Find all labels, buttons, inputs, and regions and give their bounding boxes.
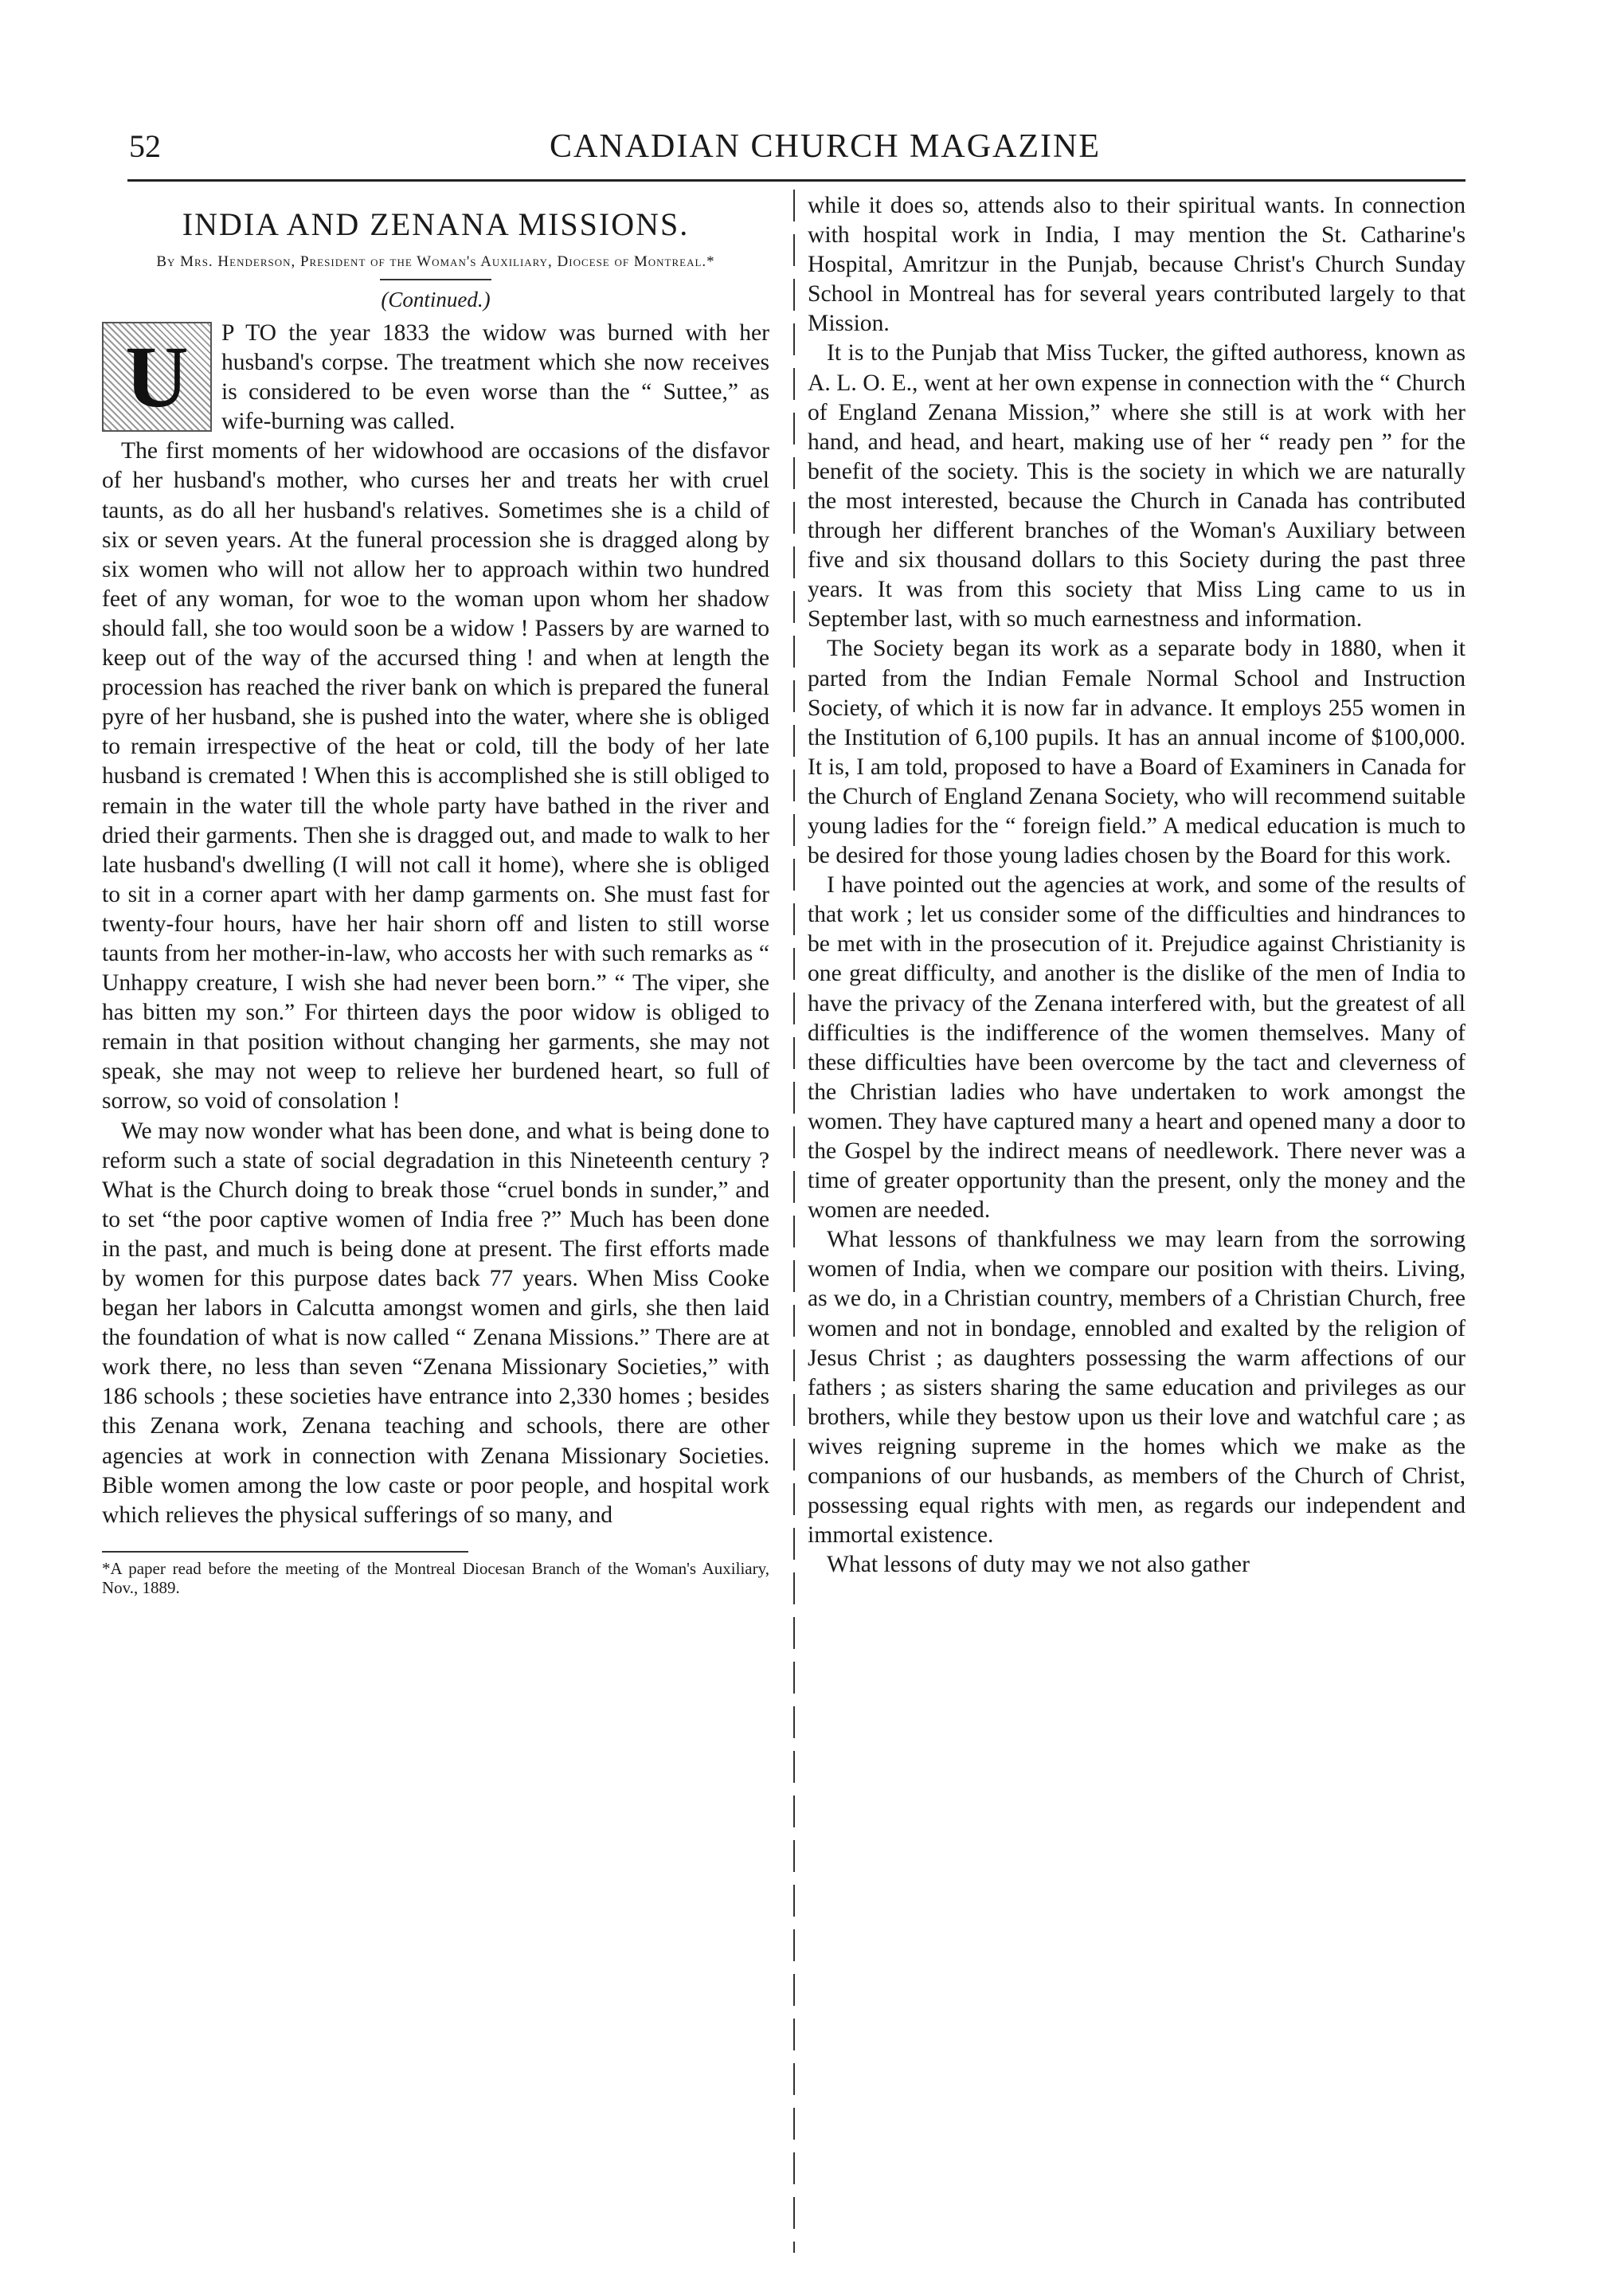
paragraph: I have pointed out the agencies at work, and some of the results of that work ; let us consider some of the difficulties and hindrances to be met with in the prosecution of it. Prejudice against Christianity is one great difficulty, and another is the dislike of the men of India to have the privacy of the Zenana interfered with, but the greatest of all difficulties is the indifference of the women themselves. Many of these difficulties have been overcome by the tact and cleverness of the Christian ladies who have undertaken to work amongst the women. They have captured many a heart and opened many a door to the Gospel by the indirect means of needlework. There never was a time of greater opportunity than the present, only the money and the women are needed. [808,872,1466,1224]
footnote-rule [102,1551,468,1553]
title-rule [380,279,491,280]
byline: By Mrs. Henderson, President of the Woman's Auxiliary, Diocese of Montreal.* [156,253,715,270]
paragraph: What lessons of thankfulness we may learn from the sorrowing women of India, when we compare our position with theirs. Living, as we do, in a Christian country, members of a Christian Church, free women and not in bondage, ennobled and exalted by the religion of Jesus Christ ; as daughters possessing the warm affections of our fathers ; as sisters sharing the same education and privileges as our brothers, while they bestow upon us their love and watchful care ; as wives reigning supreme in the homes which we make as the companions of our husbands, as members of the Church of Christ, possessing equal rights with men, as regards our independent and immortal existence. [808,1227,1466,1549]
drop-cap: U [102,322,212,432]
article-title: INDIA AND ZENANA MISSIONS. [182,206,690,242]
page-number: 52 [129,128,161,164]
right-column [808,191,1466,1580]
paragraph-text: P TO the year 1833 the widow was burned with her husband's corpse. The treatment which she now receives is considered to be even worse than the “ Suttee,” as wife-burning was called. [221,320,769,435]
paragraph: while it does so, attends also to their spiritual wants. In connection with hospital work in India, I may mention the St. Catharine's Hospital, Amritzur in the Punjab, because Christ's Church Sunday School in Montreal has for several years contributed largely to that Mission. [808,193,1466,337]
paragraph: The Society began its work as a separate body in 1880, when it parted from the Indian Female Normal School and Instruction Society, of which it is now far in advance. It employs 255 women in the Institution of 6,100 pupils. It has an annual income of $100,000. It is, I am told, proposed to have a Board of Examiners in Canada for the Church of England Zenana Society, who will recommend suitable young ladies for the “ foreign field.” A medical education is much to be desired for those young ladies chosen by the Board for this work. [808,636,1466,869]
paragraph [102,319,769,437]
left-column [102,191,769,1597]
running-title: CANADIAN CHURCH MAGAZINE [550,128,1101,165]
continued-note: (Continued.) [381,288,491,311]
paragraph: We may now wonder what has been done, and what is being done to reform such a state of social degradation in this Nineteenth century ? What is the Church doing to break those “cruel bonds in sunder,” and to set “the poor captive women of India free ?” Much has been done in the past, and much is being done at present. The first efforts made by women for this purpose dates back 77 years. When Miss Cooke began her labors in Calcutta amongst women and girls, she then laid the foundation of what is now called “ Zenana Missions.” There are at work there, no less than seven “Zenana Missionary Societies,” with 186 schools ; these societies have entrance into 2,330 homes ; besides this Zenana work, Zenana teaching and schools, there are other agencies at work in connection with Zenana Missionary Societies. Bible women among the low caste or poor people, and hospital work which relieves the physical sufferings of so many, and [102,1118,769,1528]
paragraph: What lessons of duty may we not also gather [827,1552,1250,1578]
column-divider [793,190,795,2253]
footnote: *A paper read before the meeting of the Montreal Diocesan Branch of the Woman's Auxiliary, Nov., 1889. [102,1558,769,1597]
paragraph: It is to the Punjab that Miss Tucker, the gifted authoress, known as A. L. O. E., went at her own expense in connection with the “ Church of England Zenana Mission,” where she still is at work with her hand, and head, and heart, making use of her “ ready pen ” for the benefit of the society. This is the society in which we are naturally the most interested, because the Church in Canada has contributed through her different branches of the Woman's Auxiliary between five and six thousand dollars to this Society during the past three years. It was from this society that Miss Ling came to us in September last, with so much earnestness and information. [808,340,1466,632]
header-rule [127,179,1466,182]
paragraph: The first moments of her widowhood are occasions of the disfavor of her husband's mother, who curses her and treats her with cruel taunts, as do all her husband's relatives. Sometimes she is a child of six or seven years. At the funeral procession she is dragged along by six women who will not allow her to approach within two hundred feet of any woman, for woe to the woman upon whom her shadow should fall, she too would soon be a widow ! Passers by are warned to keep out of the way of the accursed thing ! and when at length the procession has reached the river bank on which is prepared the funeral pyre of her husband, she is pushed into the water, where she is obliged to remain irrespective of the heat or cold, till the body of her late husband is cremated ! When this is accomplished she is still obliged to remain in the water till the whole party have bathed in the river and dried their garments. Then she is dragged out, and made to walk to her late husband's dwelling (I will not call it home), where she is obliged to sit in a corner apart with her damp garments on. She must fast for twenty-four hours, have her hair shorn off and listen to still worse taunts from her mother-in-law, who accosts her with such remarks as “ Unhappy creature, I wish she had never been born.” “ The viper, she has bitten my son.” For thirteen days the poor widow is obliged to remain in that position without changing her garments, she may not speak, she may not weep to relieve her burdened heart, so full of sorrow, so void of consolation ! [102,438,769,1114]
